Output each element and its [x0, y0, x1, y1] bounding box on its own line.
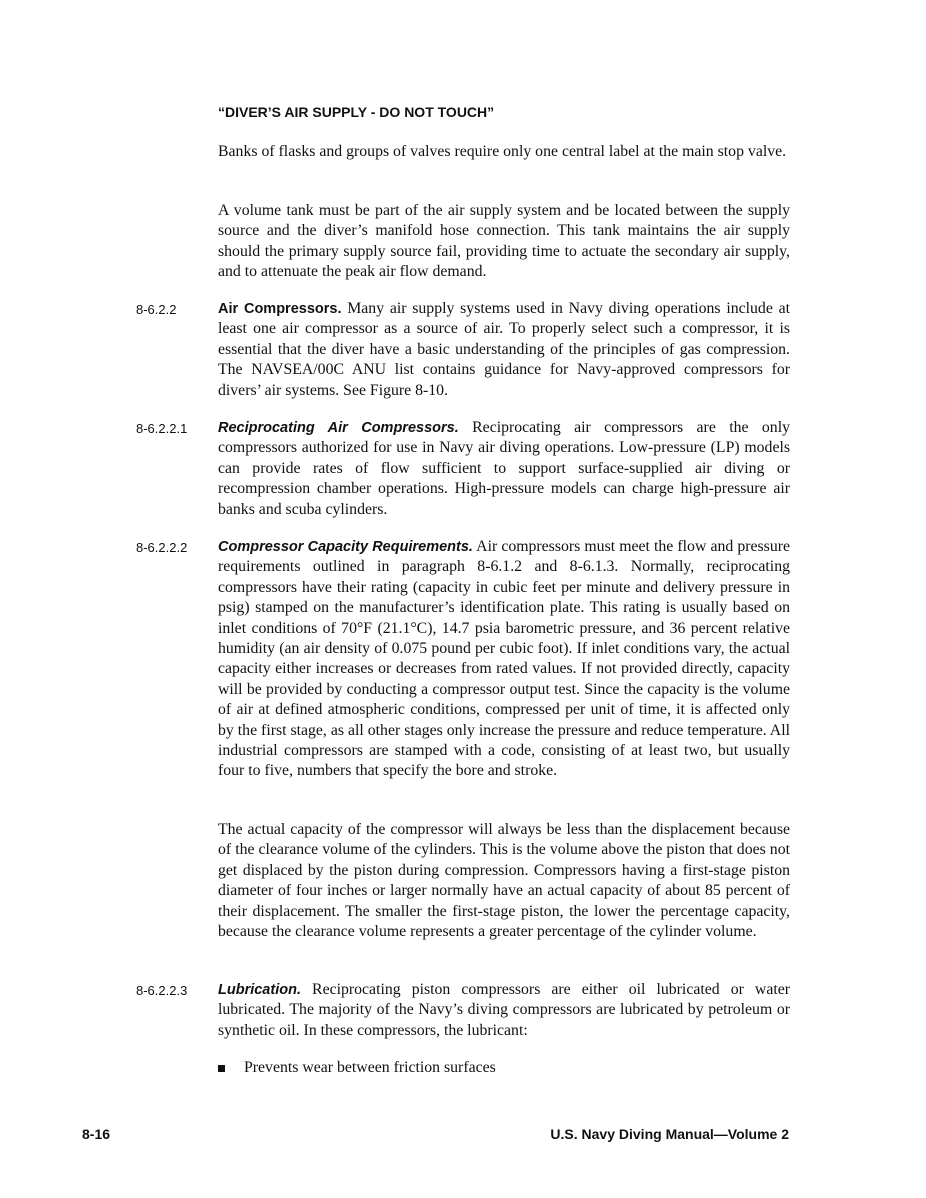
section-paragraph	[218, 537, 790, 782]
bullet-text: Prevents wear between friction surfaces	[244, 1059, 496, 1076]
section-number: 8-6.2.2.2	[136, 540, 188, 555]
paragraph-volume-tank: A volume tank must be part of the air supply system and be located between the supply source and the diver’s manifold hose connection. This tank maintains the air supply should the primary supply source fail, providing time to actuate the secondary air supply, and to attenuate the peak air flow demand.	[218, 202, 790, 281]
section-paragraph	[218, 299, 790, 401]
section-heading: Reciprocating Air Compressors.	[218, 420, 459, 436]
section-number: 8-6.2.2.3	[136, 983, 188, 998]
footer-title: U.S. Navy Diving Manual—Volume 2	[550, 1126, 789, 1142]
section-text: Many air supply systems used in Navy diving operations include at least one air compressor as a source of air. To properly select such a compressor, it is essential that the diver have a basic understanding of the principles of gas compression. The NAVSEA/00C ANU list contains guidance for Navy-approved compressors for divers’ air systems. See Figure 8-10.	[218, 300, 790, 399]
paragraph-actual-capacity: The actual capacity of the compressor will always be less than the displacement because of the clearance volume of the cylinders. This is the volume above the piston that does not get displaced by the piston during compression. Compressors having a first-stage piston diameter of four inches or larger normally have an actual capacity of about 85 percent of their displacement. The smaller the first-stage piston, the lower the percentage capacity, because the clearance volume represents a greater percentage of the cylinder volume.	[218, 821, 790, 941]
warning-label-text: “DIVER’S AIR SUPPLY - DO NOT TOUCH”	[218, 104, 495, 120]
paragraph-flasks: Banks of flasks and groups of valves require only one central label at the main stop valve.	[218, 143, 787, 160]
section-number: 8-6.2.2	[136, 302, 177, 317]
section-number: 8-6.2.2.1	[136, 421, 188, 436]
section-heading: Lubrication.	[218, 982, 301, 998]
section-paragraph	[218, 418, 790, 520]
section-paragraph	[218, 980, 790, 1041]
section-text: Reciprocating air compressors are the only compressors authorized for use in Navy air diving operations. Low-pressure (LP) models can provide rates of flow sufficient to support surface-supplied air diving or recompression chamber operations. High-pressure models can charge high-pressure air banks and scuba cylinders.	[218, 419, 790, 518]
page-number: 8-16	[82, 1126, 111, 1142]
section-heading: Compressor Capacity Requirements.	[218, 539, 473, 555]
bullet-item	[218, 1059, 496, 1077]
bullet-square-icon	[218, 1065, 225, 1072]
section-text: Air compressors must meet the flow and pressure requirements outlined in paragraph 8-6.1.2 and 8-6.1.3. Normally, reciprocating compressors have their rating (capacity in cubic feet per minute and delivery pressure in psig) stamped on the manufacturer’s identification plate. This rating is usually based on inlet conditions of 70°F (21.1°C), 14.7 psia barometric pressure, and 36 percent relative humidity (an air density of 0.075 pound per cubic foot). If inlet conditions vary, the actual capacity either increases or decreases from rated values. If not provided directly, capacity will be provided by conducting a compressor output test. Since the capacity is the volume of air at defined atmospheric conditions, compressed per unit of time, it is affected only by the first stage, as all other stages only increase the pressure and reduce temperature. All industrial compressors are stamped with a code, consisting of at least two, but usually four to five, numbers that specify the bore and stroke.	[218, 538, 790, 780]
section-text: Reciprocating piston compressors are either oil lubricated or water lubricated. The majority of the Navy’s diving compressors are lubricated by petroleum or synthetic oil. In these compressors, the lubricant:	[218, 981, 790, 1039]
section-heading: Air Compressors.	[218, 301, 342, 317]
